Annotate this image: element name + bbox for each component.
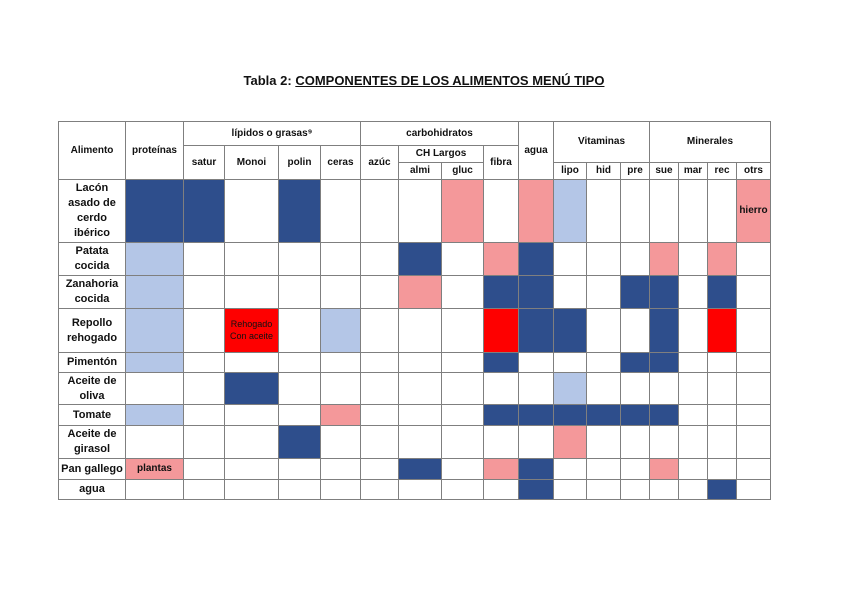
table-row <box>59 405 771 426</box>
cell <box>650 180 679 243</box>
header-lipidos: lípidos o grasas⁹ <box>184 122 361 146</box>
cell <box>321 480 361 500</box>
cell <box>399 373 442 405</box>
cell <box>737 243 771 276</box>
cell <box>279 243 321 276</box>
cell <box>519 373 554 405</box>
cell <box>519 426 554 459</box>
cell <box>484 426 519 459</box>
cell <box>484 480 519 500</box>
cell <box>442 309 484 353</box>
cell <box>650 426 679 459</box>
cell <box>621 405 650 426</box>
cell <box>679 480 708 500</box>
cell <box>621 276 650 309</box>
table-row <box>59 309 771 353</box>
header-minerales: Minerales <box>650 122 771 163</box>
cell <box>679 373 708 405</box>
cell <box>321 276 361 309</box>
cell <box>361 480 399 500</box>
cell <box>126 276 184 309</box>
cell-proteinas-text: plantas <box>126 459 184 480</box>
cell <box>737 353 771 373</box>
cell <box>184 309 225 353</box>
header-fibra: fibra <box>484 146 519 180</box>
cell <box>621 373 650 405</box>
cell <box>679 309 708 353</box>
cell <box>126 405 184 426</box>
table-row <box>59 426 771 459</box>
row-label: Lacón asado de cerdo ibérico <box>59 180 126 243</box>
cell <box>184 480 225 500</box>
cell <box>587 426 621 459</box>
cell <box>279 459 321 480</box>
cell <box>679 180 708 243</box>
cell <box>361 373 399 405</box>
cell <box>399 459 442 480</box>
cell <box>650 480 679 500</box>
cell <box>361 426 399 459</box>
cell <box>361 353 399 373</box>
cell <box>279 405 321 426</box>
row-label: agua <box>59 480 126 500</box>
cell <box>587 373 621 405</box>
cell <box>737 459 771 480</box>
cell <box>484 180 519 243</box>
cell <box>279 373 321 405</box>
cell <box>708 405 737 426</box>
cell <box>737 426 771 459</box>
cell <box>399 309 442 353</box>
table-title <box>0 73 848 88</box>
cell <box>708 459 737 480</box>
cell <box>321 309 361 353</box>
table-row <box>59 373 771 405</box>
cell <box>184 276 225 309</box>
cell <box>679 405 708 426</box>
cell <box>184 426 225 459</box>
header-monoi: Monoi <box>225 146 279 180</box>
cell <box>399 405 442 426</box>
cell <box>225 353 279 373</box>
cell <box>587 459 621 480</box>
cell <box>519 180 554 243</box>
cell <box>708 353 737 373</box>
cell <box>279 353 321 373</box>
cell <box>225 180 279 243</box>
cell <box>708 276 737 309</box>
row-label: Patata cocida <box>59 243 126 276</box>
cell <box>650 309 679 353</box>
cell <box>442 180 484 243</box>
cell <box>184 180 225 243</box>
cell <box>554 426 587 459</box>
cell <box>519 276 554 309</box>
cell <box>279 180 321 243</box>
cell <box>519 480 554 500</box>
cell <box>321 405 361 426</box>
cell <box>554 459 587 480</box>
table-row <box>59 459 771 480</box>
table-row <box>59 180 771 243</box>
cell <box>621 243 650 276</box>
cell <box>399 243 442 276</box>
cell <box>587 309 621 353</box>
cell <box>679 426 708 459</box>
cell <box>708 243 737 276</box>
cell <box>399 426 442 459</box>
cell <box>184 243 225 276</box>
cell <box>225 373 279 405</box>
cell <box>361 276 399 309</box>
cell <box>650 353 679 373</box>
cell <box>225 426 279 459</box>
components-table <box>58 121 771 500</box>
cell <box>126 353 184 373</box>
cell <box>279 276 321 309</box>
cell <box>399 480 442 500</box>
cell <box>621 426 650 459</box>
header-lipo: lipo <box>554 163 587 180</box>
cell <box>442 426 484 459</box>
title-main: COMPONENTES DE LOS ALIMENTOS MENÚ TIPO <box>295 73 605 88</box>
cell <box>321 373 361 405</box>
cell <box>737 405 771 426</box>
table-row <box>59 480 771 500</box>
cell <box>554 309 587 353</box>
cell <box>361 459 399 480</box>
cell <box>679 243 708 276</box>
cell <box>279 426 321 459</box>
cell <box>225 276 279 309</box>
cell <box>484 373 519 405</box>
header-carbohidratos: carbohidratos <box>361 122 519 146</box>
cell <box>621 180 650 243</box>
header-mar: mar <box>679 163 708 180</box>
cell <box>621 459 650 480</box>
header-vitaminas: Vitaminas <box>554 122 650 163</box>
cell <box>484 243 519 276</box>
cell <box>321 243 361 276</box>
cell <box>361 243 399 276</box>
row-label: Zanahoria cocida <box>59 276 126 309</box>
table-row <box>59 353 771 373</box>
header-pre: pre <box>621 163 650 180</box>
cell <box>587 480 621 500</box>
cell <box>279 480 321 500</box>
cell <box>321 459 361 480</box>
cell <box>708 180 737 243</box>
cell <box>737 309 771 353</box>
cell <box>442 480 484 500</box>
cell <box>621 353 650 373</box>
cell <box>225 459 279 480</box>
title-prefix: Tabla 2: <box>243 73 296 88</box>
cell <box>650 405 679 426</box>
cell <box>442 405 484 426</box>
cell <box>184 459 225 480</box>
cell <box>361 309 399 353</box>
header-ch-largos: CH Largos <box>399 146 484 163</box>
cell <box>708 373 737 405</box>
cell <box>321 426 361 459</box>
cell <box>399 180 442 243</box>
header-almi: almi <box>399 163 442 180</box>
cell <box>484 405 519 426</box>
cell <box>442 243 484 276</box>
cell <box>650 276 679 309</box>
header-ceras: ceras <box>321 146 361 180</box>
cell <box>587 243 621 276</box>
cell <box>621 480 650 500</box>
cell <box>399 353 442 373</box>
cell <box>399 276 442 309</box>
cell <box>126 309 184 353</box>
cell <box>708 426 737 459</box>
cell <box>126 243 184 276</box>
cell <box>442 353 484 373</box>
cell <box>621 309 650 353</box>
header-satur: satur <box>184 146 225 180</box>
cell-monoi-text: Rehogado Con aceite <box>225 309 279 353</box>
cell <box>737 480 771 500</box>
row-label: Repollo rehogado <box>59 309 126 353</box>
cell <box>442 276 484 309</box>
cell <box>126 180 184 243</box>
cell <box>519 459 554 480</box>
cell <box>679 353 708 373</box>
cell <box>554 353 587 373</box>
table-row <box>59 243 771 276</box>
cell <box>587 276 621 309</box>
header-otrs: otrs <box>737 163 771 180</box>
header-agua: agua <box>519 122 554 180</box>
header-rec: rec <box>708 163 737 180</box>
cell <box>484 353 519 373</box>
cell <box>519 243 554 276</box>
cell <box>442 373 484 405</box>
cell <box>279 309 321 353</box>
row-label: Pimentón <box>59 353 126 373</box>
cell <box>587 180 621 243</box>
row-label: Tomate <box>59 405 126 426</box>
header-hid: hid <box>587 163 621 180</box>
cell <box>708 309 737 353</box>
cell <box>650 373 679 405</box>
cell <box>737 276 771 309</box>
cell <box>554 180 587 243</box>
cell <box>554 243 587 276</box>
cell <box>225 405 279 426</box>
cell <box>225 480 279 500</box>
cell <box>587 353 621 373</box>
cell <box>587 405 621 426</box>
cell <box>554 373 587 405</box>
row-label: Aceite de oliva <box>59 373 126 405</box>
cell <box>225 243 279 276</box>
row-label: Pan gallego <box>59 459 126 480</box>
cell <box>554 405 587 426</box>
cell <box>442 459 484 480</box>
cell <box>321 180 361 243</box>
cell <box>321 353 361 373</box>
table-row <box>59 276 771 309</box>
header-alimento: Alimento <box>59 122 126 180</box>
cell <box>126 373 184 405</box>
cell <box>519 405 554 426</box>
cell <box>184 405 225 426</box>
cell <box>184 353 225 373</box>
row-label: Aceite de girasol <box>59 426 126 459</box>
header-gluc: gluc <box>442 163 484 180</box>
header-polin: polin <box>279 146 321 180</box>
cell <box>484 276 519 309</box>
cell <box>737 373 771 405</box>
cell <box>519 309 554 353</box>
cell <box>554 276 587 309</box>
cell <box>554 480 587 500</box>
header-proteinas: proteínas <box>126 122 184 180</box>
cell <box>484 459 519 480</box>
cell <box>126 480 184 500</box>
cell <box>650 459 679 480</box>
header-azuc: azúc <box>361 146 399 180</box>
cell <box>484 309 519 353</box>
cell <box>679 459 708 480</box>
cell-otrs-text: hierro <box>737 180 771 243</box>
cell <box>519 353 554 373</box>
cell <box>708 480 737 500</box>
header-sue: sue <box>650 163 679 180</box>
cell <box>184 373 225 405</box>
cell <box>126 426 184 459</box>
cell <box>361 180 399 243</box>
cell <box>650 243 679 276</box>
cell <box>679 276 708 309</box>
cell <box>361 405 399 426</box>
